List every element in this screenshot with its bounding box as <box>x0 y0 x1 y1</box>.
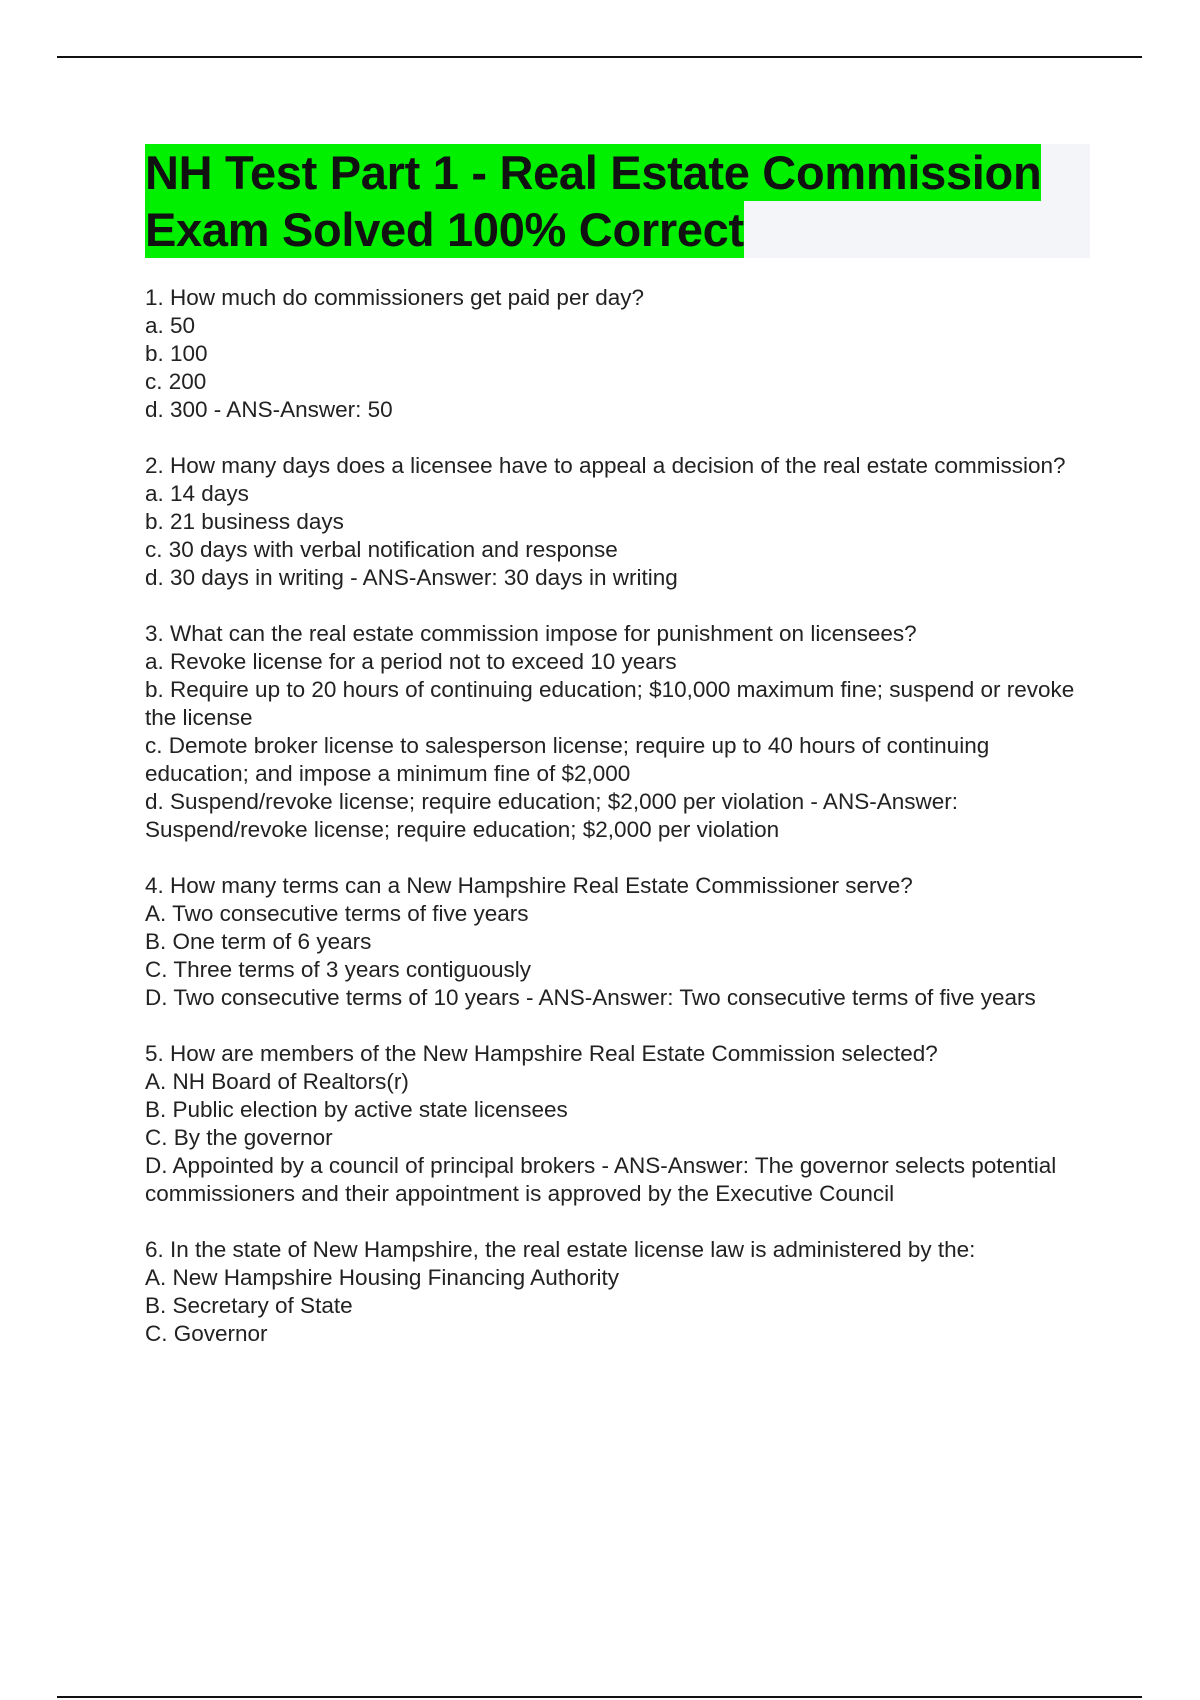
answer-option: a. 50 <box>145 313 196 338</box>
title-line-1: NH Test Part 1 - Real Estate Commission <box>145 146 1042 199</box>
question-text: 2. How many days does a licensee have to appeal a decision of the real estate commission? <box>145 453 1066 478</box>
answer-option: B. Public election by active state licensees <box>145 1097 568 1122</box>
answer-option: a. Revoke license for a period not to exceed 10 years <box>145 649 677 674</box>
answer-option: c. 30 days with verbal notification and response <box>145 537 618 562</box>
answer-option: a. 14 days <box>145 481 249 506</box>
question-text: 3. What can the real estate commission impose for punishment on licensees? <box>145 621 917 646</box>
question-text: 1. How much do commissioners get paid per day? <box>145 285 644 310</box>
top-rule <box>57 56 1142 58</box>
answer-option: A. Two consecutive terms of five years <box>145 901 529 926</box>
answer-option: b. Require up to 20 hours of continuing education; $10,000 maximum fine; suspend or revoke the license <box>145 677 1075 730</box>
document-body <box>145 144 1090 1376</box>
answer-option: C. By the governor <box>145 1125 333 1150</box>
question-5 <box>145 1040 1090 1208</box>
answer-option: d. 300 - ANS-Answer: 50 <box>145 397 393 422</box>
answer-option: D. Two consecutive terms of 10 years - ANS-Answer: Two consecutive terms of five years <box>145 985 1036 1010</box>
answer-option: b. 21 business days <box>145 509 344 534</box>
answer-option: d. 30 days in writing - ANS-Answer: 30 days in writing <box>145 565 678 590</box>
question-3 <box>145 620 1090 844</box>
answer-option: A. New Hampshire Housing Financing Authority <box>145 1265 619 1290</box>
question-text: 4. How many terms can a New Hampshire Real Estate Commissioner serve? <box>145 873 913 898</box>
question-4 <box>145 872 1090 1012</box>
question-1 <box>145 284 1090 424</box>
answer-option: C. Three terms of 3 years contiguously <box>145 957 532 982</box>
answer-option: c. Demote broker license to salesperson license; require up to 40 hours of continuing education; and impose a minimum fine of $2,000 <box>145 733 990 786</box>
answer-option: A. NH Board of Realtors(r) <box>145 1069 409 1094</box>
question-2 <box>145 452 1090 592</box>
question-6 <box>145 1236 1090 1348</box>
title-line-2: Exam Solved 100% Correct <box>145 203 744 256</box>
answer-option: B. One term of 6 years <box>145 929 372 954</box>
document-title <box>145 144 1090 258</box>
answer-option: c. 200 <box>145 369 207 394</box>
question-list <box>145 284 1090 1348</box>
answer-option: B. Secretary of State <box>145 1293 353 1318</box>
bottom-rule <box>57 1696 1142 1698</box>
question-text: 5. How are members of the New Hampshire Real Estate Commission selected? <box>145 1041 938 1066</box>
question-text: 6. In the state of New Hampshire, the real estate license law is administered by the: <box>145 1237 976 1262</box>
answer-option: d. Suspend/revoke license; require education; $2,000 per violation - ANS-Answer: Suspend/revoke license; require education; $2,000 per violation <box>145 789 958 842</box>
answer-option: D. Appointed by a council of principal brokers - ANS-Answer: The governor selects potential commissioners and their appointment is approved by the Executive Council <box>145 1153 1057 1206</box>
answer-option: b. 100 <box>145 341 208 366</box>
answer-option: C. Governor <box>145 1321 268 1346</box>
